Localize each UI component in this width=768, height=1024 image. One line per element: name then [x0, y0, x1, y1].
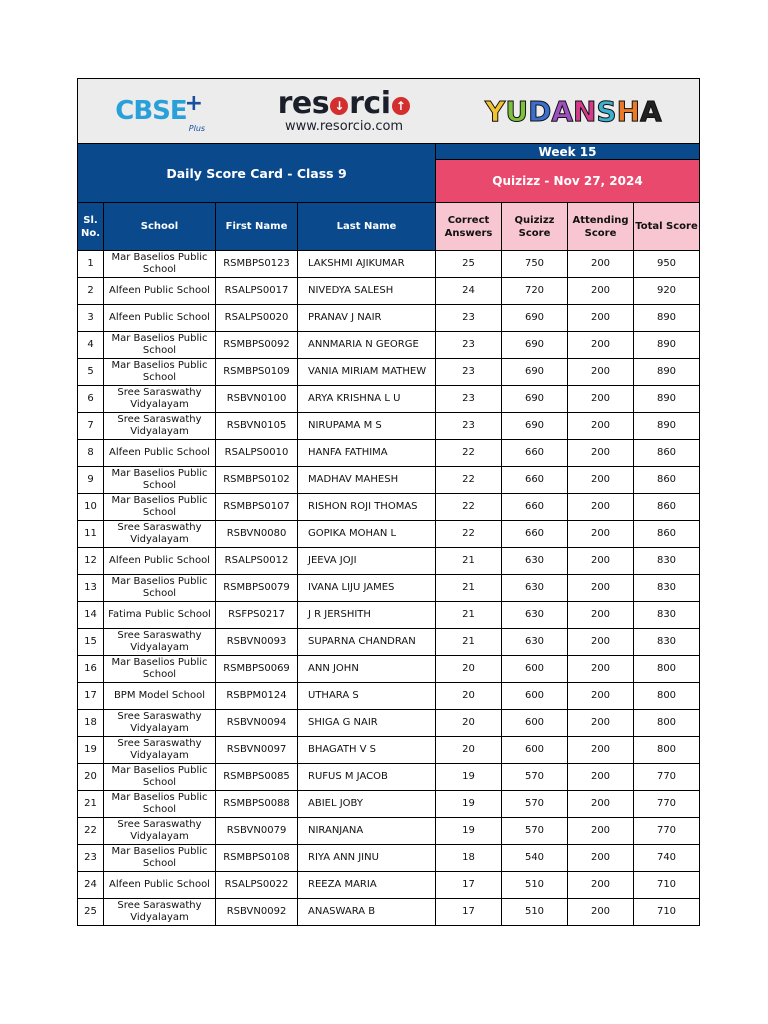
cell-school: Fatima Public School [104, 602, 216, 629]
cell-correct-answers: 20 [436, 710, 502, 737]
table-row [78, 818, 700, 845]
cell-total-score: 860 [634, 521, 700, 548]
cell-sl-no: 7 [78, 413, 104, 440]
page-title: Daily Score Card - Class 9 [78, 144, 436, 203]
cell-school: Alfeen Public School [104, 305, 216, 332]
quiz-label: Quizizz - Nov 27, 2024 [436, 160, 700, 203]
table-row [78, 899, 700, 926]
cell-quizizz-score: 510 [502, 899, 568, 926]
cell-correct-answers: 22 [436, 521, 502, 548]
cell-attending-score: 200 [568, 521, 634, 548]
table-row [78, 683, 700, 710]
cell-first-name: RSMBPS0109 [216, 359, 298, 386]
cell-sl-no: 8 [78, 440, 104, 467]
cell-quizizz-score: 660 [502, 521, 568, 548]
cell-school: Mar Baselios Public School [104, 494, 216, 521]
table-row [78, 440, 700, 467]
header-school: School [104, 203, 216, 251]
cbse-logo-plus: + [184, 91, 204, 116]
resorcio-url: www.resorcio.com [285, 119, 404, 134]
table-row [78, 629, 700, 656]
header-first-name: First Name [216, 203, 298, 251]
cell-total-score: 860 [634, 467, 700, 494]
cell-total-score: 830 [634, 602, 700, 629]
cell-sl-no: 11 [78, 521, 104, 548]
resorcio-logo: res ↓ rci ↑ www.resorcio.com [278, 88, 411, 134]
cell-sl-no: 15 [78, 629, 104, 656]
cell-school: Mar Baselios Public School [104, 764, 216, 791]
cell-attending-score: 200 [568, 251, 634, 278]
cell-last-name: NIRANJANA [298, 818, 436, 845]
header-total-score: Total Score [634, 203, 700, 251]
cell-attending-score: 200 [568, 791, 634, 818]
cell-quizizz-score: 570 [502, 764, 568, 791]
yudansha-letter: D [528, 94, 552, 128]
cell-sl-no: 13 [78, 575, 104, 602]
cbse-logo-text: CBSE [115, 96, 187, 126]
cell-total-score: 710 [634, 899, 700, 926]
cell-total-score: 800 [634, 710, 700, 737]
cell-last-name: GOPIKA MOHAN L [298, 521, 436, 548]
cell-sl-no: 3 [78, 305, 104, 332]
cell-last-name: ANNMARIA N GEORGE [298, 332, 436, 359]
cell-correct-answers: 21 [436, 602, 502, 629]
cell-correct-answers: 23 [436, 332, 502, 359]
cell-correct-answers: 23 [436, 386, 502, 413]
table-row [78, 548, 700, 575]
cell-attending-score: 200 [568, 629, 634, 656]
cell-attending-score: 200 [568, 845, 634, 872]
cell-last-name: VANIA MIRIAM MATHEW [298, 359, 436, 386]
cell-correct-answers: 23 [436, 413, 502, 440]
cell-sl-no: 22 [78, 818, 104, 845]
yudansha-letter: U [505, 94, 529, 128]
table-row [78, 359, 700, 386]
cell-attending-score: 200 [568, 602, 634, 629]
cell-correct-answers: 19 [436, 818, 502, 845]
cell-quizizz-score: 750 [502, 251, 568, 278]
table-row [78, 656, 700, 683]
cell-quizizz-score: 630 [502, 548, 568, 575]
cell-school: Mar Baselios Public School [104, 359, 216, 386]
cell-school: Alfeen Public School [104, 278, 216, 305]
cell-first-name: RSBVN0105 [216, 413, 298, 440]
cell-correct-answers: 21 [436, 629, 502, 656]
cell-first-name: RSBVN0094 [216, 710, 298, 737]
cell-last-name: NIVEDYA SALESH [298, 278, 436, 305]
cell-last-name: MADHAV MAHESH [298, 467, 436, 494]
cell-correct-answers: 22 [436, 467, 502, 494]
cbse-logo-sub: Plus [188, 124, 206, 133]
cell-attending-score: 200 [568, 305, 634, 332]
cell-first-name: RSALPS0022 [216, 872, 298, 899]
cell-last-name: RIYA ANN JINU [298, 845, 436, 872]
yudansha-logo [485, 95, 662, 128]
cell-last-name: ARYA KRISHNA L U [298, 386, 436, 413]
cell-school: Sree Saraswathy Vidyalayam [104, 737, 216, 764]
cell-last-name: REEZA MARIA [298, 872, 436, 899]
table-row [78, 494, 700, 521]
cell-sl-no: 20 [78, 764, 104, 791]
cell-school: Mar Baselios Public School [104, 656, 216, 683]
cell-quizizz-score: 660 [502, 440, 568, 467]
cell-attending-score: 200 [568, 872, 634, 899]
yudansha-letter: S [596, 94, 617, 128]
cell-last-name: ABIEL JOBY [298, 791, 436, 818]
cell-sl-no: 5 [78, 359, 104, 386]
cell-total-score: 890 [634, 305, 700, 332]
cell-correct-answers: 20 [436, 656, 502, 683]
cell-sl-no: 1 [78, 251, 104, 278]
cell-total-score: 860 [634, 440, 700, 467]
cell-total-score: 770 [634, 791, 700, 818]
header-last-name: Last Name [298, 203, 436, 251]
cell-sl-no: 24 [78, 872, 104, 899]
table-row [78, 710, 700, 737]
table-row [78, 764, 700, 791]
cell-sl-no: 16 [78, 656, 104, 683]
cell-quizizz-score: 690 [502, 386, 568, 413]
cell-quizizz-score: 600 [502, 710, 568, 737]
cell-quizizz-score: 600 [502, 656, 568, 683]
cell-total-score: 740 [634, 845, 700, 872]
cell-attending-score: 200 [568, 764, 634, 791]
cell-sl-no: 12 [78, 548, 104, 575]
cell-total-score: 830 [634, 575, 700, 602]
cell-first-name: RSBVN0093 [216, 629, 298, 656]
cell-last-name: ANN JOHN [298, 656, 436, 683]
cell-total-score: 890 [634, 359, 700, 386]
cell-correct-answers: 21 [436, 548, 502, 575]
yudansha-letter: H [616, 94, 641, 128]
cell-total-score: 710 [634, 872, 700, 899]
cell-attending-score: 200 [568, 440, 634, 467]
cell-attending-score: 200 [568, 899, 634, 926]
cell-school: Mar Baselios Public School [104, 575, 216, 602]
cell-school: Alfeen Public School [104, 548, 216, 575]
yudansha-letter: A [640, 94, 662, 128]
cell-correct-answers: 20 [436, 683, 502, 710]
cell-correct-answers: 22 [436, 440, 502, 467]
cell-quizizz-score: 630 [502, 575, 568, 602]
cell-attending-score: 200 [568, 359, 634, 386]
cell-last-name: LAKSHMI AJIKUMAR [298, 251, 436, 278]
cell-sl-no: 14 [78, 602, 104, 629]
cell-quizizz-score: 540 [502, 845, 568, 872]
cell-correct-answers: 17 [436, 872, 502, 899]
table-row [78, 467, 700, 494]
cell-school: Mar Baselios Public School [104, 791, 216, 818]
header-sl-no: Sl. No. [78, 203, 104, 251]
cell-sl-no: 19 [78, 737, 104, 764]
cell-total-score: 770 [634, 764, 700, 791]
cell-school: Mar Baselios Public School [104, 332, 216, 359]
cell-school: Sree Saraswathy Vidyalayam [104, 413, 216, 440]
cell-sl-no: 25 [78, 899, 104, 926]
cell-quizizz-score: 570 [502, 818, 568, 845]
score-card-sheet [77, 78, 699, 926]
cell-sl-no: 2 [78, 278, 104, 305]
table-row [78, 575, 700, 602]
cell-total-score: 950 [634, 251, 700, 278]
cell-first-name: RSALPS0017 [216, 278, 298, 305]
table-row [78, 305, 700, 332]
table-row [78, 521, 700, 548]
table-row [78, 386, 700, 413]
cell-sl-no: 17 [78, 683, 104, 710]
cell-first-name: RSMBPS0102 [216, 467, 298, 494]
yudansha-letter: N [572, 94, 597, 128]
cell-last-name: UTHARA S [298, 683, 436, 710]
cell-last-name: NIRUPAMA M S [298, 413, 436, 440]
cell-last-name: RISHON ROJI THOMAS [298, 494, 436, 521]
cell-first-name: RSMBPS0108 [216, 845, 298, 872]
cell-school: Sree Saraswathy Vidyalayam [104, 386, 216, 413]
title-row [78, 144, 700, 160]
cell-last-name: IVANA LIJU JAMES [298, 575, 436, 602]
cell-school: Mar Baselios Public School [104, 845, 216, 872]
cell-school: Alfeen Public School [104, 440, 216, 467]
cell-correct-answers: 25 [436, 251, 502, 278]
cell-quizizz-score: 630 [502, 629, 568, 656]
cell-school: Sree Saraswathy Vidyalayam [104, 521, 216, 548]
cell-last-name: BHAGATH V S [298, 737, 436, 764]
table-row [78, 602, 700, 629]
cell-first-name: RSALPS0012 [216, 548, 298, 575]
cell-attending-score: 200 [568, 575, 634, 602]
cell-last-name: JEEVA JOJI [298, 548, 436, 575]
cell-last-name: SUPARNA CHANDRAN [298, 629, 436, 656]
cell-attending-score: 200 [568, 737, 634, 764]
cell-sl-no: 10 [78, 494, 104, 521]
cell-correct-answers: 19 [436, 791, 502, 818]
cell-last-name: SHIGA G NAIR [298, 710, 436, 737]
table-row [78, 332, 700, 359]
week-label: Week 15 [436, 144, 700, 160]
cell-quizizz-score: 510 [502, 872, 568, 899]
cell-correct-answers: 24 [436, 278, 502, 305]
cell-first-name: RSBVN0092 [216, 899, 298, 926]
table-row [78, 845, 700, 872]
cell-last-name: J R JERSHITH [298, 602, 436, 629]
table-row [78, 737, 700, 764]
cell-attending-score: 200 [568, 710, 634, 737]
resorcio-o-arrow-icon: ↓ [330, 97, 348, 115]
cell-total-score: 800 [634, 737, 700, 764]
cell-quizizz-score: 690 [502, 305, 568, 332]
cell-quizizz-score: 660 [502, 467, 568, 494]
cell-attending-score: 200 [568, 386, 634, 413]
cell-first-name: RSALPS0010 [216, 440, 298, 467]
cell-sl-no: 18 [78, 710, 104, 737]
yudansha-letter: Y [485, 94, 506, 128]
cell-first-name: RSBVN0100 [216, 386, 298, 413]
cell-sl-no: 21 [78, 791, 104, 818]
header-quizizz-score: Quizizz Score [502, 203, 568, 251]
cell-first-name: RSALPS0020 [216, 305, 298, 332]
cell-first-name: RSBVN0079 [216, 818, 298, 845]
cell-attending-score: 200 [568, 656, 634, 683]
cell-correct-answers: 22 [436, 494, 502, 521]
cell-last-name: PRANAV J NAIR [298, 305, 436, 332]
cell-school: BPM Model School [104, 683, 216, 710]
cell-attending-score: 200 [568, 494, 634, 521]
cell-first-name: RSFPS0217 [216, 602, 298, 629]
cell-total-score: 890 [634, 386, 700, 413]
cbse-plus-logo [115, 91, 206, 133]
cell-attending-score: 200 [568, 683, 634, 710]
cell-last-name: HANFA FATHIMA [298, 440, 436, 467]
cell-quizizz-score: 600 [502, 737, 568, 764]
cell-correct-answers: 23 [436, 359, 502, 386]
cell-attending-score: 200 [568, 413, 634, 440]
cell-sl-no: 23 [78, 845, 104, 872]
cell-school: Mar Baselios Public School [104, 251, 216, 278]
cell-quizizz-score: 720 [502, 278, 568, 305]
yudansha-letter: A [551, 94, 573, 128]
cell-last-name: RUFUS M JACOB [298, 764, 436, 791]
cell-attending-score: 200 [568, 278, 634, 305]
cell-sl-no: 6 [78, 386, 104, 413]
table-header-row [78, 203, 700, 251]
cell-first-name: RSMBPS0079 [216, 575, 298, 602]
cell-quizizz-score: 600 [502, 683, 568, 710]
cell-first-name: RSBVN0097 [216, 737, 298, 764]
cell-first-name: RSMBPS0107 [216, 494, 298, 521]
cell-first-name: RSMBPS0088 [216, 791, 298, 818]
cell-correct-answers: 21 [436, 575, 502, 602]
cell-quizizz-score: 660 [502, 494, 568, 521]
cell-school: Sree Saraswathy Vidyalayam [104, 818, 216, 845]
logo-row [78, 79, 700, 144]
cell-school: Mar Baselios Public School [104, 467, 216, 494]
cell-attending-score: 200 [568, 332, 634, 359]
cell-quizizz-score: 690 [502, 359, 568, 386]
cell-correct-answers: 19 [436, 764, 502, 791]
cell-total-score: 800 [634, 683, 700, 710]
cell-total-score: 770 [634, 818, 700, 845]
table-row [78, 251, 700, 278]
cell-attending-score: 200 [568, 818, 634, 845]
cell-total-score: 830 [634, 629, 700, 656]
cell-last-name: ANASWARA B [298, 899, 436, 926]
header-correct-answers: Correct Answers [436, 203, 502, 251]
cell-attending-score: 200 [568, 467, 634, 494]
cell-total-score: 890 [634, 332, 700, 359]
cell-total-score: 890 [634, 413, 700, 440]
cell-sl-no: 9 [78, 467, 104, 494]
cell-first-name: RSMBPS0092 [216, 332, 298, 359]
table-row [78, 791, 700, 818]
cell-correct-answers: 18 [436, 845, 502, 872]
score-table [77, 78, 700, 926]
cell-sl-no: 4 [78, 332, 104, 359]
cell-total-score: 800 [634, 656, 700, 683]
resorcio-o-up-arrow-icon: ↑ [392, 97, 410, 115]
cell-correct-answers: 23 [436, 305, 502, 332]
cell-first-name: RSMBPS0123 [216, 251, 298, 278]
table-row [78, 872, 700, 899]
cell-school: Sree Saraswathy Vidyalayam [104, 899, 216, 926]
cell-school: Alfeen Public School [104, 872, 216, 899]
cell-first-name: RSMBPS0085 [216, 764, 298, 791]
cell-correct-answers: 17 [436, 899, 502, 926]
cell-quizizz-score: 570 [502, 791, 568, 818]
cell-correct-answers: 20 [436, 737, 502, 764]
cell-school: Sree Saraswathy Vidyalayam [104, 629, 216, 656]
table-body [78, 251, 700, 926]
cell-first-name: RSMBPS0069 [216, 656, 298, 683]
cell-total-score: 830 [634, 548, 700, 575]
header-attending-score: Attending Score [568, 203, 634, 251]
table-row [78, 413, 700, 440]
cell-attending-score: 200 [568, 548, 634, 575]
cell-quizizz-score: 690 [502, 413, 568, 440]
cell-school: Sree Saraswathy Vidyalayam [104, 710, 216, 737]
cell-first-name: RSBPM0124 [216, 683, 298, 710]
cell-total-score: 920 [634, 278, 700, 305]
table-row [78, 278, 700, 305]
cell-first-name: RSBVN0080 [216, 521, 298, 548]
cell-quizizz-score: 690 [502, 332, 568, 359]
cell-quizizz-score: 630 [502, 602, 568, 629]
cell-total-score: 860 [634, 494, 700, 521]
